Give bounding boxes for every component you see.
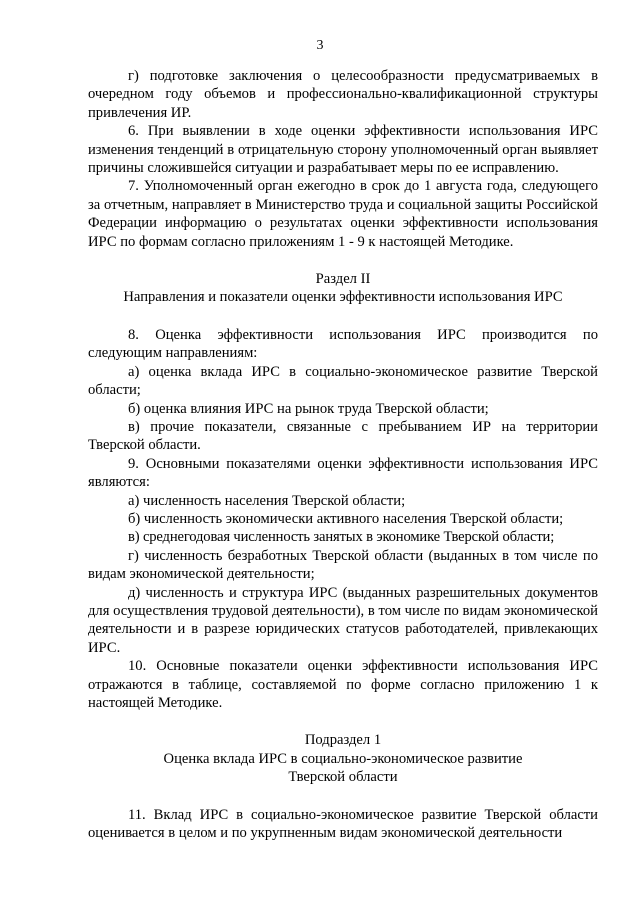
subsection-1-label: Подраздел 1 xyxy=(304,732,382,749)
paragraph-9b: б) численность экономически активного населения Тверской области; xyxy=(128,510,564,527)
paragraph-9d: д) численность и структура ИРС (выданных разрешительных документов для осуществления трудовой деятельности), в том числе по видам экономической деятельности и в разрезе юридических статусов работодателей, привлекающих ИРС. xyxy=(88,584,598,656)
page-number: 3 xyxy=(316,38,324,53)
paragraph-10: 10. Основные показатели оценки эффективности использования ИРС отражаются в таблице, составляемой по форме согласно приложению 1 к настоящей Методике. xyxy=(88,658,598,711)
paragraph-9: 9. Основными показателями оценки эффективности использования ИРС являются: xyxy=(88,455,598,491)
paragraph-9g: г) численность безработных Тверской области (выданных в том числе по видам экономической деятельности; xyxy=(88,547,598,583)
paragraph-11: 11. Вклад ИРС в социально-экономическое развитие Тверской области оценивается в целом и по укрупненным видам экономической деятельности xyxy=(88,806,598,842)
section-2-title: Направления и показатели оценки эффективности использования ИРС xyxy=(123,289,563,306)
paragraph-9v: в) среднегодовая численность занятых в экономике Тверской области; xyxy=(128,529,555,546)
paragraph-8b: б) оценка влияния ИРС на рынок труда Тверской области; xyxy=(128,400,489,417)
subsection-1-title-line1: Оценка вклада ИРС в социально-экономическое развитие xyxy=(163,750,523,767)
paragraph-8v: в) прочие показатели, связанные с пребыванием ИР на территории Тверской области. xyxy=(88,418,598,454)
subsection-1-title-line2: Тверской области xyxy=(288,769,398,786)
paragraph-9a: а) численность населения Тверской области; xyxy=(128,492,406,509)
document-body xyxy=(88,67,598,842)
paragraph-6: 6. При выявлении в ходе оценки эффективности использования ИРС изменения тенденций в отрицательную сторону уполномоченный орган выявляет причины сложившейся ситуации и разрабатывает меры по ее исправлению. xyxy=(88,123,598,177)
paragraph-7: 7. Уполномоченный орган ежегодно в срок до 1 августа года, следующего за отчетным, направляет в Министерство труда и социальной защиты Российской Федерации информацию о результатах оценки эффективности использования ИРС по формам согласно приложениям 1 - 9 к настоящей Методике. xyxy=(88,178,598,250)
paragraph-8a: а) оценка вклада ИРС в социально-экономическое развитие Тверской области; xyxy=(88,363,598,399)
paragraph-5g: г) подготовке заключения о целесообразности предусматриваемых в очередном году объемов и профессионально-квалификационной структуры привлечения ИР. xyxy=(88,68,598,121)
section-2-label: Раздел II xyxy=(315,271,371,288)
paragraph-8: 8. Оценка эффективности использования ИРС производится по следующим направлениям: xyxy=(88,326,598,362)
